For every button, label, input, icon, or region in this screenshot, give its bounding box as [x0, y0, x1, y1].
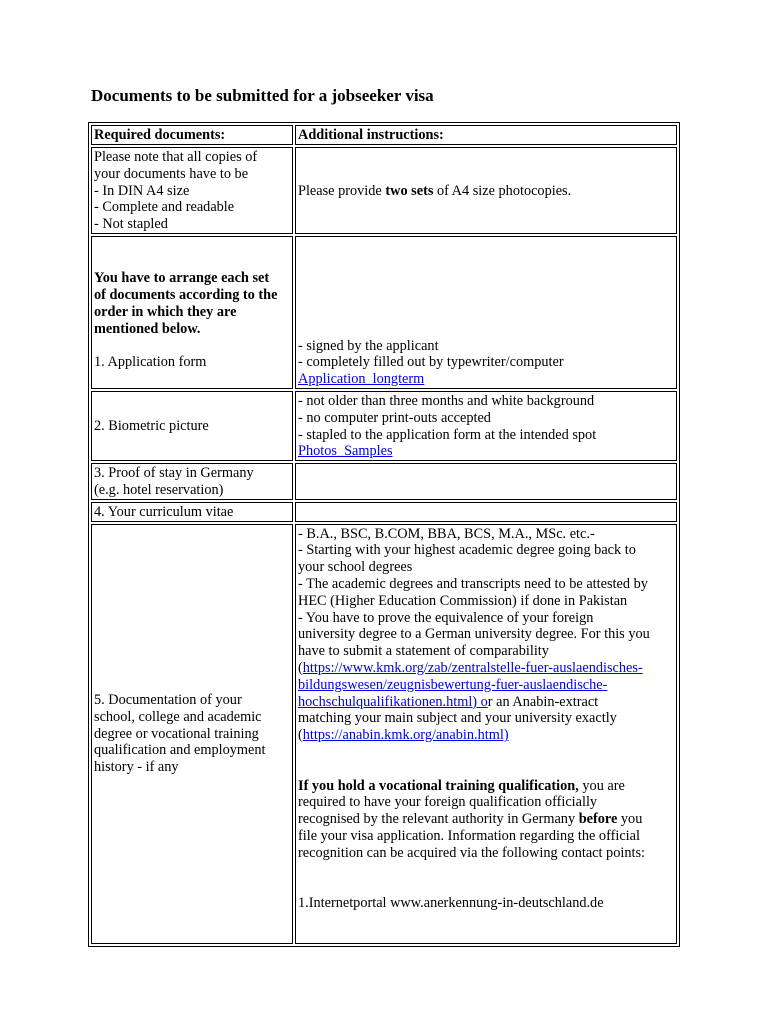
vocational-line: required to have your foreign qualification officially [298, 794, 598, 811]
table-row [91, 391, 677, 461]
biometric-picture-item: 2. Biometric picture [94, 418, 209, 435]
table-row [91, 147, 677, 234]
row6-left-line: 5. Documentation of your [94, 692, 242, 709]
row6-right-line: - You have to prove the equivalence of your foreign [298, 609, 594, 626]
row6-left-line: history - if any [94, 759, 179, 776]
internetportal-line: 1.Internetportal www.anerkennung-in-deutschland.de [298, 895, 604, 912]
row1-left-line: Please note that all copies of [94, 149, 258, 165]
table-row [91, 236, 677, 389]
vocational-line: recognition can be acquired via the following contact points: [298, 844, 645, 861]
kmk-link[interactable]: https://www.kmk.org/zab/zentralstelle-fuer-auslaendisches- [302, 659, 643, 676]
row6-left-line: degree or vocational training [94, 725, 259, 742]
row6-right-line: - B.A., BSC, B.COM, BBA, BCS, M.A., MSc. etc.- [298, 525, 595, 542]
anabin-link-line: (https://anabin.kmk.org/anabin.html) [298, 727, 509, 744]
row6-right-line: HEC (Higher Education Commission) if done in Pakistan [298, 592, 628, 609]
row1-left-line: your documents have to be [94, 165, 249, 182]
row1-right-cell: Please provide two sets of A4 size photocopies. [295, 147, 677, 234]
application-form-item: 1. Application form [94, 354, 207, 371]
row3-right-line: - stapled to the application form at the intended spot [298, 426, 597, 443]
arrange-note-line: You have to arrange each set [94, 270, 270, 287]
row3-right-cell [295, 391, 677, 461]
row3-left-cell [91, 391, 293, 461]
vocational-line: If you hold a vocational training qualification, you are [298, 777, 625, 794]
table-row [91, 463, 677, 500]
row3-right-line: - not older than three months and white background [298, 392, 595, 409]
row6-left-line: qualification and employment [94, 742, 266, 759]
photos-samples-link[interactable]: Photos_Samples [298, 443, 393, 460]
kmk-link-line: hochschulqualifikationen.html) or an Anabin-extract [298, 693, 599, 710]
table-row [91, 524, 677, 944]
page-title: Documents to be submitted for a jobseeker visa [91, 86, 434, 105]
curriculum-vitae-item: 4. Your curriculum vitae [94, 503, 234, 520]
proof-of-stay-line: 3. Proof of stay in Germany [94, 465, 254, 482]
vocational-line: recognised by the relevant authority in Germany before you [298, 811, 643, 828]
vocational-line: file your visa application. Information regarding the official [298, 827, 640, 844]
row6-left-cell [91, 524, 293, 944]
row1-left-cell [91, 147, 293, 234]
header-required-documents: Required documents: [91, 125, 293, 145]
row6-right-line: your school degrees [298, 559, 413, 576]
row1-left-line: - Complete and readable [94, 199, 235, 216]
row6-right-cell [295, 524, 677, 944]
table-row [91, 502, 677, 522]
arrange-note-line: mentioned below. [94, 320, 201, 337]
kmk-link[interactable]: hochschulqualifikationen.html) o [298, 693, 488, 710]
kmk-link[interactable]: bildungswesen/zeugnisbewertung-fuer-auslaendische- [298, 676, 608, 693]
matching-line: matching your main subject and your university exactly [298, 710, 617, 727]
row5-left-cell [91, 502, 293, 522]
row6-right-line: - The academic degrees and transcripts need to be attested by [298, 575, 648, 592]
anabin-link[interactable]: https://anabin.kmk.org/anabin.html) [302, 727, 509, 744]
row2-right-line: - completely filled out by typewriter/computer [298, 354, 564, 371]
row4-left-cell [91, 463, 293, 500]
kmk-link-line [298, 677, 674, 694]
row2-right-line: - signed by the applicant [298, 337, 439, 354]
table-header-row [91, 125, 677, 145]
row5-right-cell [295, 502, 677, 522]
kmk-link-line: (https://www.kmk.org/zab/zentralstelle-fuer-auslaendisches- [298, 659, 643, 676]
arrange-note-line: of documents according to the [94, 287, 278, 303]
row6-right-line: - Starting with your highest academic degree going back to [298, 542, 636, 559]
row2-right-cell [295, 236, 677, 389]
row1-left-line: - Not stapled [94, 216, 168, 233]
row2-left-cell [91, 236, 293, 389]
header-additional-instructions: Additional instructions: [295, 125, 677, 145]
row1-left-line: - In DIN A4 size [94, 182, 190, 199]
arrange-note-line: order in which they are [94, 303, 237, 320]
row4-right-cell [295, 463, 677, 500]
row6-right-line: have to submit a statement of comparability [298, 643, 549, 660]
application-longterm-link[interactable]: Application_longterm [298, 371, 425, 388]
row3-right-line: - no computer print-outs accepted [298, 409, 491, 426]
row6-left-line: school, college and academic [94, 708, 262, 725]
row6-right-line: university degree to a German university degree. For this you [298, 626, 650, 643]
documents-table [88, 122, 680, 947]
proof-of-stay-line: (e.g. hotel reservation) [94, 481, 224, 498]
